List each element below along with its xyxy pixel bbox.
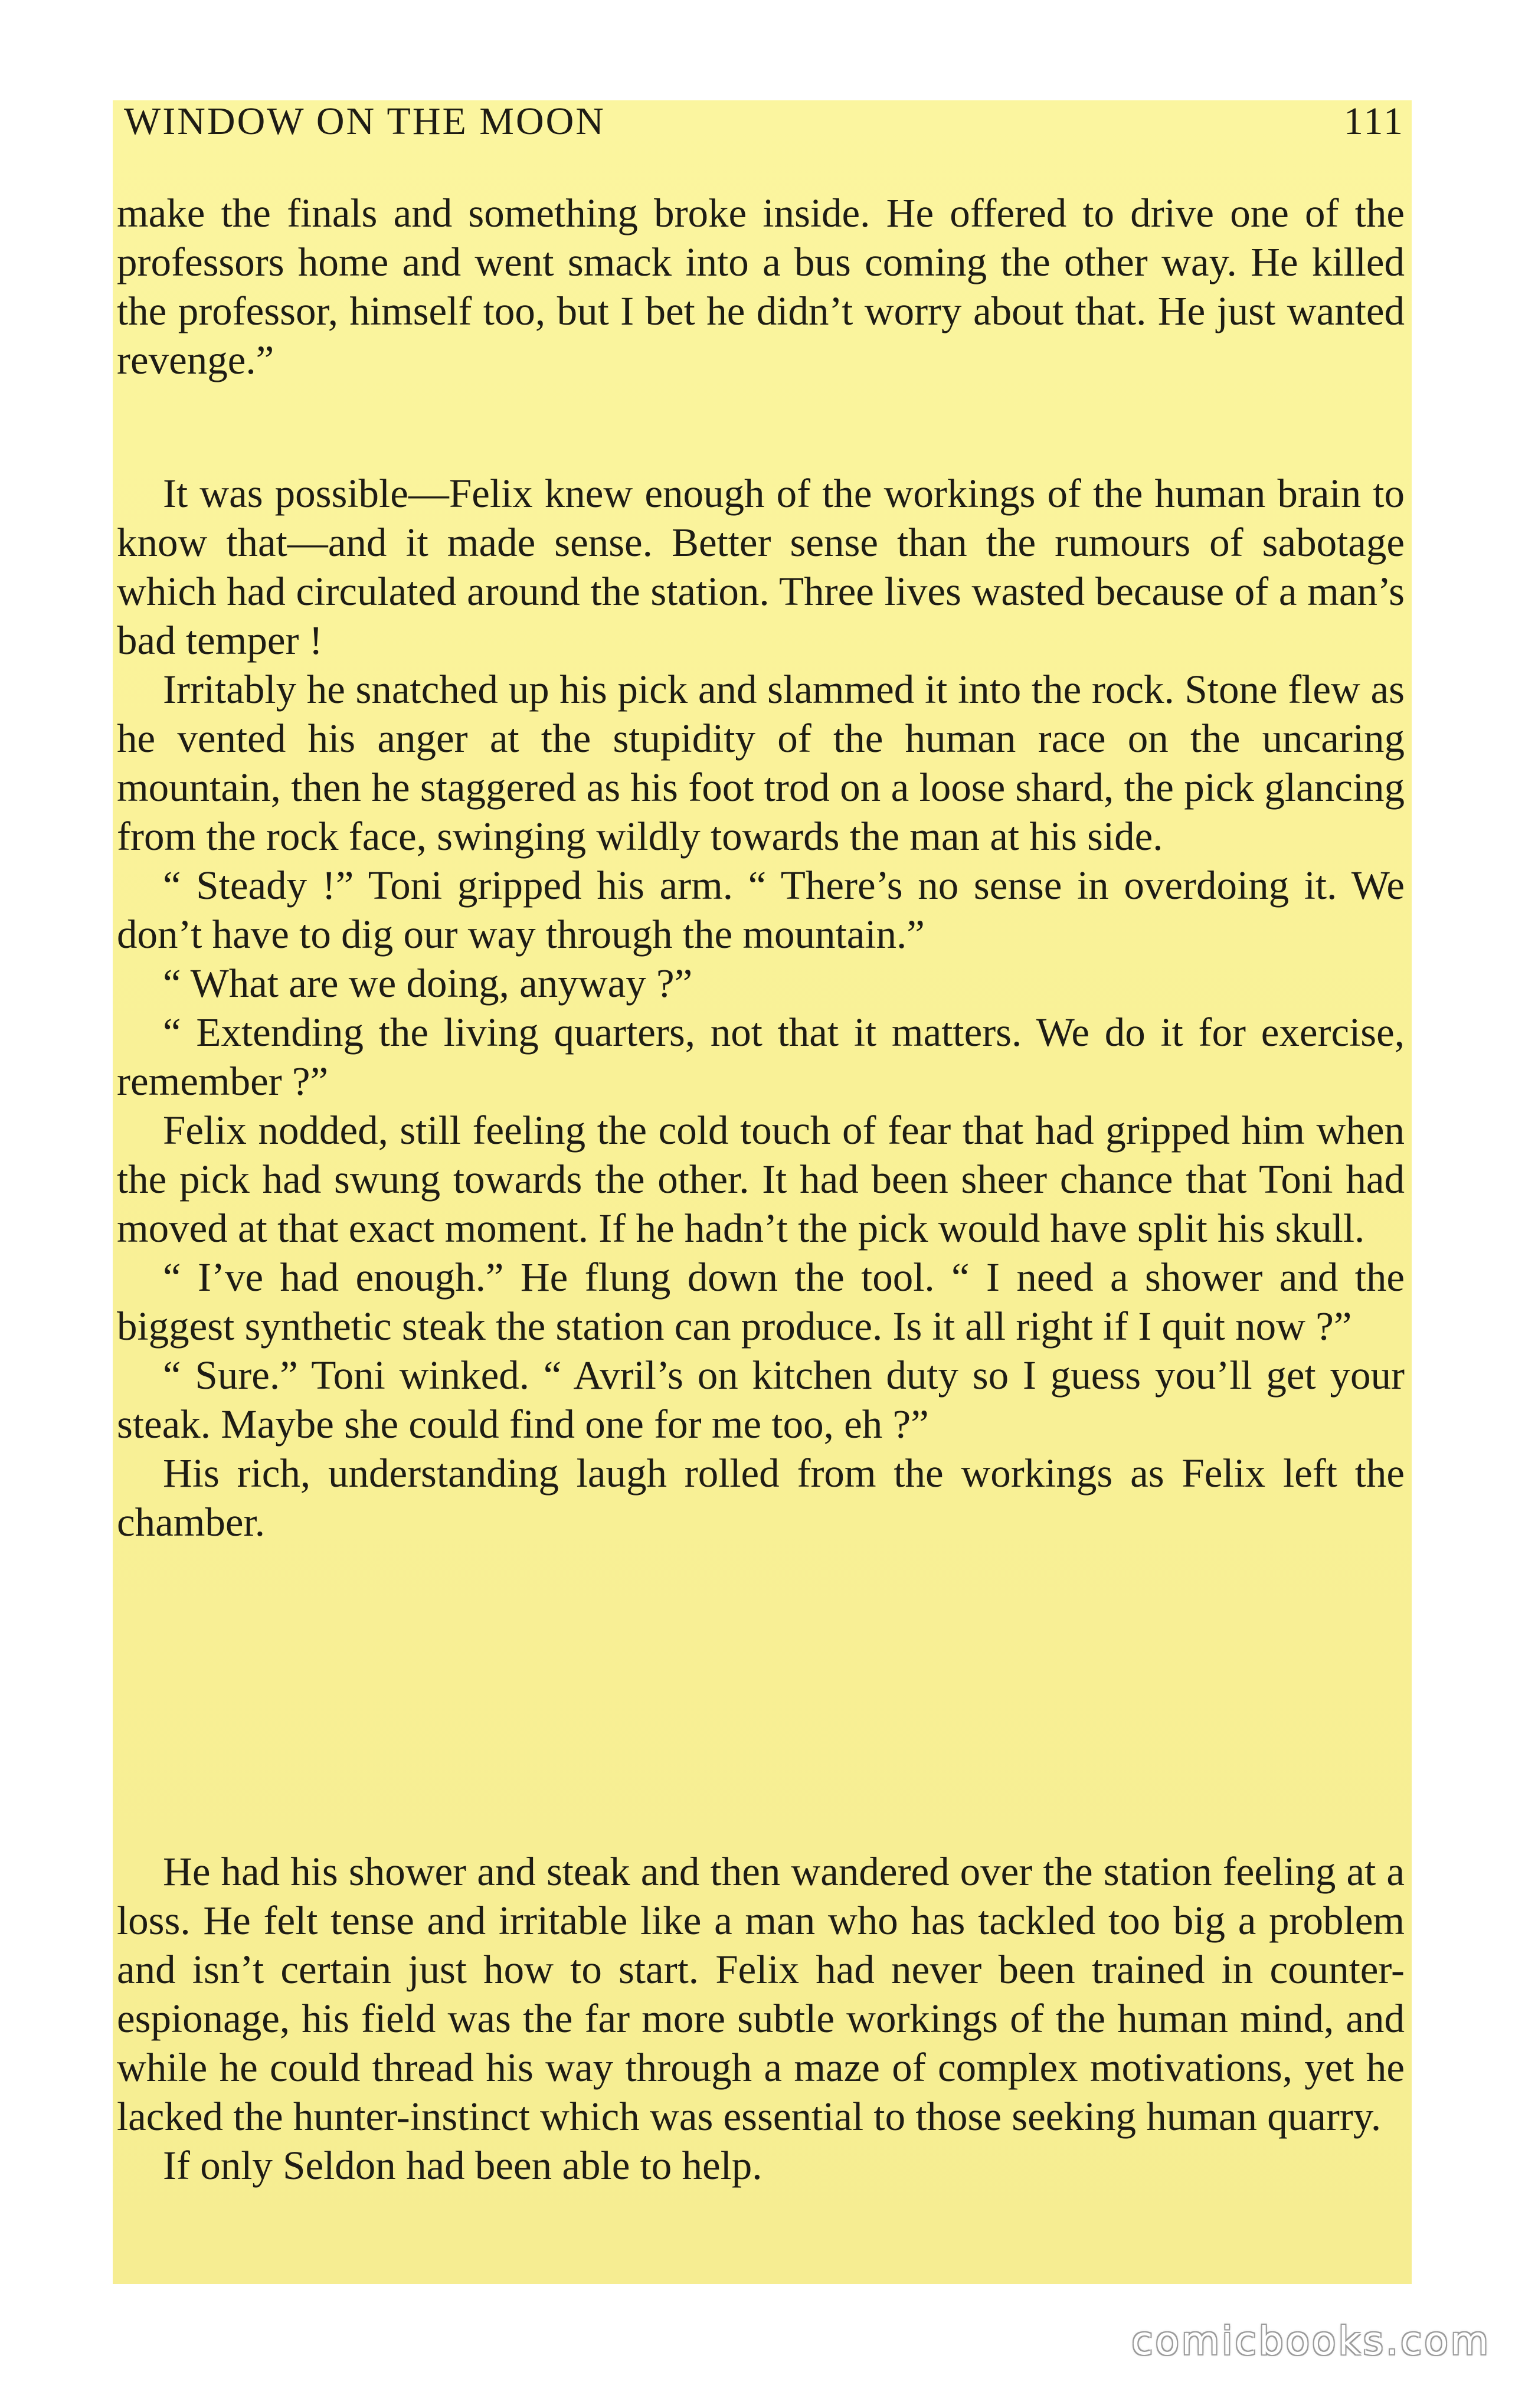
- text-block-station: [117, 1847, 1405, 2190]
- paragraph: “ I’ve had enough.” He flung down the tool. “ I need a shower and the biggest synthetic steak the station can produce. Is it all right if I quit now ?”: [117, 1255, 1405, 1349]
- paragraph: Irritably he snatched up his pick and slammed it into the rock. Stone flew as he vented his anger at the stupidity of the human race on the uncaring mountain, then he staggered as his foot trod on a loose shard, the pick glancing from the rock face, swinging wildly towards the man at his side.: [117, 667, 1405, 859]
- paragraph: “ Extending the living quarters, not that it matters. We do it for exercise, remember ?”: [117, 1010, 1405, 1104]
- book-title: WINDOW ON THE MOON: [124, 100, 606, 143]
- paragraph: “ Sure.” Toni winked. “ Avril’s on kitchen duty so I guess you’ll get your steak. Maybe she could find one for me too, eh ?”: [117, 1353, 1405, 1447]
- paragraph: If only Seldon had been able to help.: [163, 2143, 762, 2188]
- paragraph: He had his shower and steak and then wandered over the station feeling at a loss. He felt tense and irritable like a man who has tackled too big a problem and isn’t certain just how to start. Felix had never been trained in counter-espionage, his field was the far more subtle workings of the human mind, and while he could thread his way through a maze of complex motivations, yet he lacked the hunter-instinct which was essential to those seeking human quarry.: [117, 1849, 1405, 2139]
- page-number: 111: [1343, 100, 1405, 143]
- running-header: [124, 99, 1405, 152]
- text-block-continuation: [117, 189, 1405, 385]
- paragraph: make the finals and something broke inside. He offered to drive one of the professors home and went smack into a bus coming the other way. He killed the professor, himself too, but I bet he didn’t worry about that. He just wanted revenge.”: [117, 191, 1405, 382]
- text-block-pick-scene: [117, 469, 1405, 1547]
- paragraph: His rich, understanding laugh rolled from the workings as Felix left the chamber.: [117, 1451, 1405, 1545]
- site-watermark: comicbooks.com: [1131, 2318, 1491, 2364]
- paragraph: “ What are we doing, anyway ?”: [163, 961, 693, 1006]
- paragraph: It was possible—Felix knew enough of the workings of the human brain to know that—and it made sense. Better sense than the rumours of sabotage which had circulated around the station. Three lives wasted because of a man’s bad temper !: [117, 471, 1405, 663]
- paragraph: “ Steady !” Toni gripped his arm. “ There’s no sense in overdoing it. We don’t have to dig our way through the mountain.”: [117, 863, 1405, 957]
- paragraph: Felix nodded, still feeling the cold touch of fear that had gripped him when the pick had swung towards the other. It had been sheer chance that Toni had moved at that exact moment. If he hadn’t the pick would have split his skull.: [117, 1108, 1405, 1251]
